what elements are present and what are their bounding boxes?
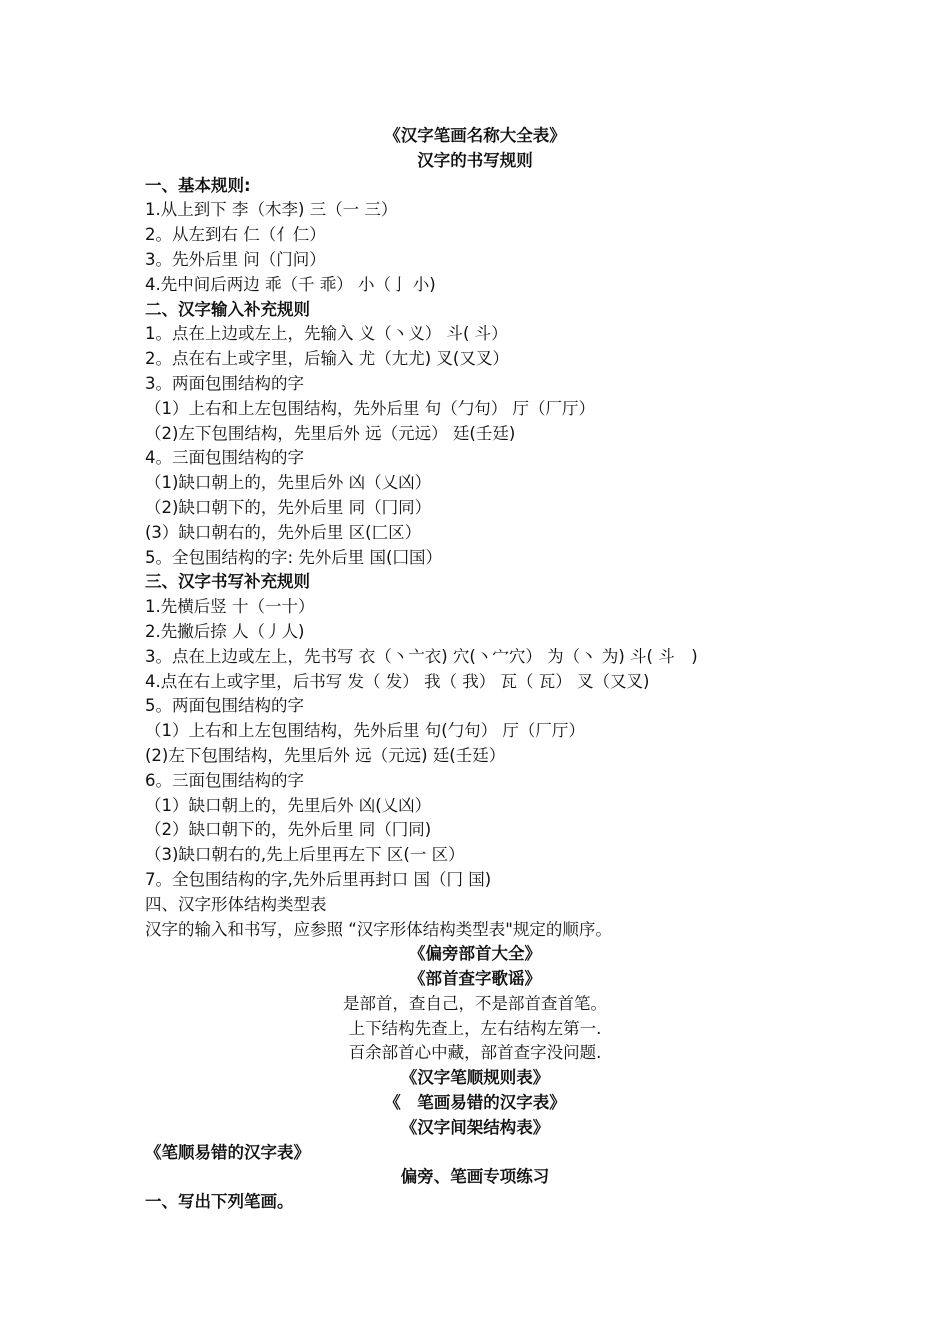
section-2-heading: 二、汉字输入补充规则 xyxy=(145,299,310,319)
section-1-item: 3。先外后里 问（门问） xyxy=(145,249,326,269)
rhyme-line: 百余部首心中藏，部首查字没问题. xyxy=(348,1043,602,1063)
practice-question-1: 一、写出下列笔画。 xyxy=(145,1192,294,1212)
section-2-item: 2。点在右上或字里，后输入 尤（尢尤) 叉(又叉） xyxy=(145,349,509,369)
section-3-item: 4.点在右上或字里，后书写 发（ 发） 我（ 我） 瓦（ 瓦） 叉（又叉) xyxy=(145,671,650,691)
section-2-item: （1）上右和上左包围结构，先外后里 句（勹句） 厅（厂厅） xyxy=(145,398,595,418)
rhyme-line: 上下结构先查上，左右结构左第一. xyxy=(348,1018,602,1038)
doc-subtitle: 汉字的书写规则 xyxy=(417,150,533,170)
section-2-item: 4。三面包围结构的字 xyxy=(145,448,304,468)
section-2-item: 3。两面包围结构的字 xyxy=(145,373,304,393)
section-1-item: 2。从左到右 仁（亻仁） xyxy=(145,225,326,245)
section-3-item: 7。全包围结构的字,先外后里再封口 国（冂 国) xyxy=(145,869,492,889)
rhyme-line: 是部首，查自己，不是部首查首笔。 xyxy=(343,993,607,1013)
document-page xyxy=(0,124,950,1215)
section-1-item: 1.从上到下 李（木李) 三（一 三） xyxy=(145,200,398,220)
section-2-item: 5。全包围结构的字: 先外后里 国(囗国） xyxy=(145,547,442,567)
order-table-title: 《汉字笔顺规则表》 xyxy=(400,1068,550,1088)
section-1-item: 4.先中间后两边 乖（千 乖） 小（亅 小) xyxy=(145,274,436,294)
section-3-item: 6。三面包围结构的字 xyxy=(145,770,304,790)
section-4-heading: 四、汉字形体结构类型表 xyxy=(145,894,327,914)
section-2-item: （1)缺口朝上的，先里后外 凶（乂凶） xyxy=(145,473,432,493)
section-3-item: （1）上右和上左包围结构，先外后里 句(勹句） 厅（厂厅） xyxy=(145,721,585,741)
section-3-item: 5。两面包围结构的字 xyxy=(145,696,304,716)
section-3-item: 1.先横后竖 十（一十） xyxy=(145,597,315,617)
section-2-item: (3）缺口朝右的，先外后里 区(匚区） xyxy=(145,522,422,542)
radicals-title: 《偏旁部首大全》 xyxy=(409,944,541,964)
frame-title: 《汉字间架结构表》 xyxy=(400,1117,550,1137)
doc-title: 《汉字笔画名称大全表》 xyxy=(384,126,566,145)
section-4-text: 汉字的输入和书写，应参照 “汉字形体结构类型表"规定的顺序。 xyxy=(145,919,612,939)
stroke-error-title: 《 笔画易错的汉字表》 xyxy=(384,1093,566,1113)
section-3-item: 2.先撇后捺 人（丿人) xyxy=(145,621,305,641)
section-3-item: （1）缺口朝上的，先里后外 凶(乂凶） xyxy=(145,795,432,815)
section-1-heading: 一、基本规则: xyxy=(145,175,251,195)
section-3-item: (2)左下包围结构，先里后外 远（元远) 廷(壬廷） xyxy=(145,745,506,765)
rhyme-title: 《部首查字歌谣》 xyxy=(409,969,541,989)
section-3-item: （3)缺口朝右的,先上后里再左下 区(一 区） xyxy=(145,845,465,865)
practice-title: 偏旁、笔画专项练习 xyxy=(400,1167,550,1187)
section-3-heading: 三、汉字书写补充规则 xyxy=(145,572,310,592)
section-3-item: （2）缺口朝下的，先外后里 同（冂同) xyxy=(145,820,432,840)
section-3-item: 3。点在上边或左上，先书写 衣（丶亠衣) 穴(丶宀穴） 为（丶 为) 斗( 斗 ) xyxy=(145,646,698,666)
section-2-item: （2)缺口朝下的，先外后里 同（冂同） xyxy=(145,497,432,517)
order-error-title: 《笔顺易错的汉字表》 xyxy=(145,1142,310,1162)
section-2-item: 1。点在上边或左上，先输入 义（丶义） 斗( 斗） xyxy=(145,324,508,344)
section-2-item: （2)左下包围结构，先里后外 远（元远） 廷(壬廷) xyxy=(145,423,516,443)
